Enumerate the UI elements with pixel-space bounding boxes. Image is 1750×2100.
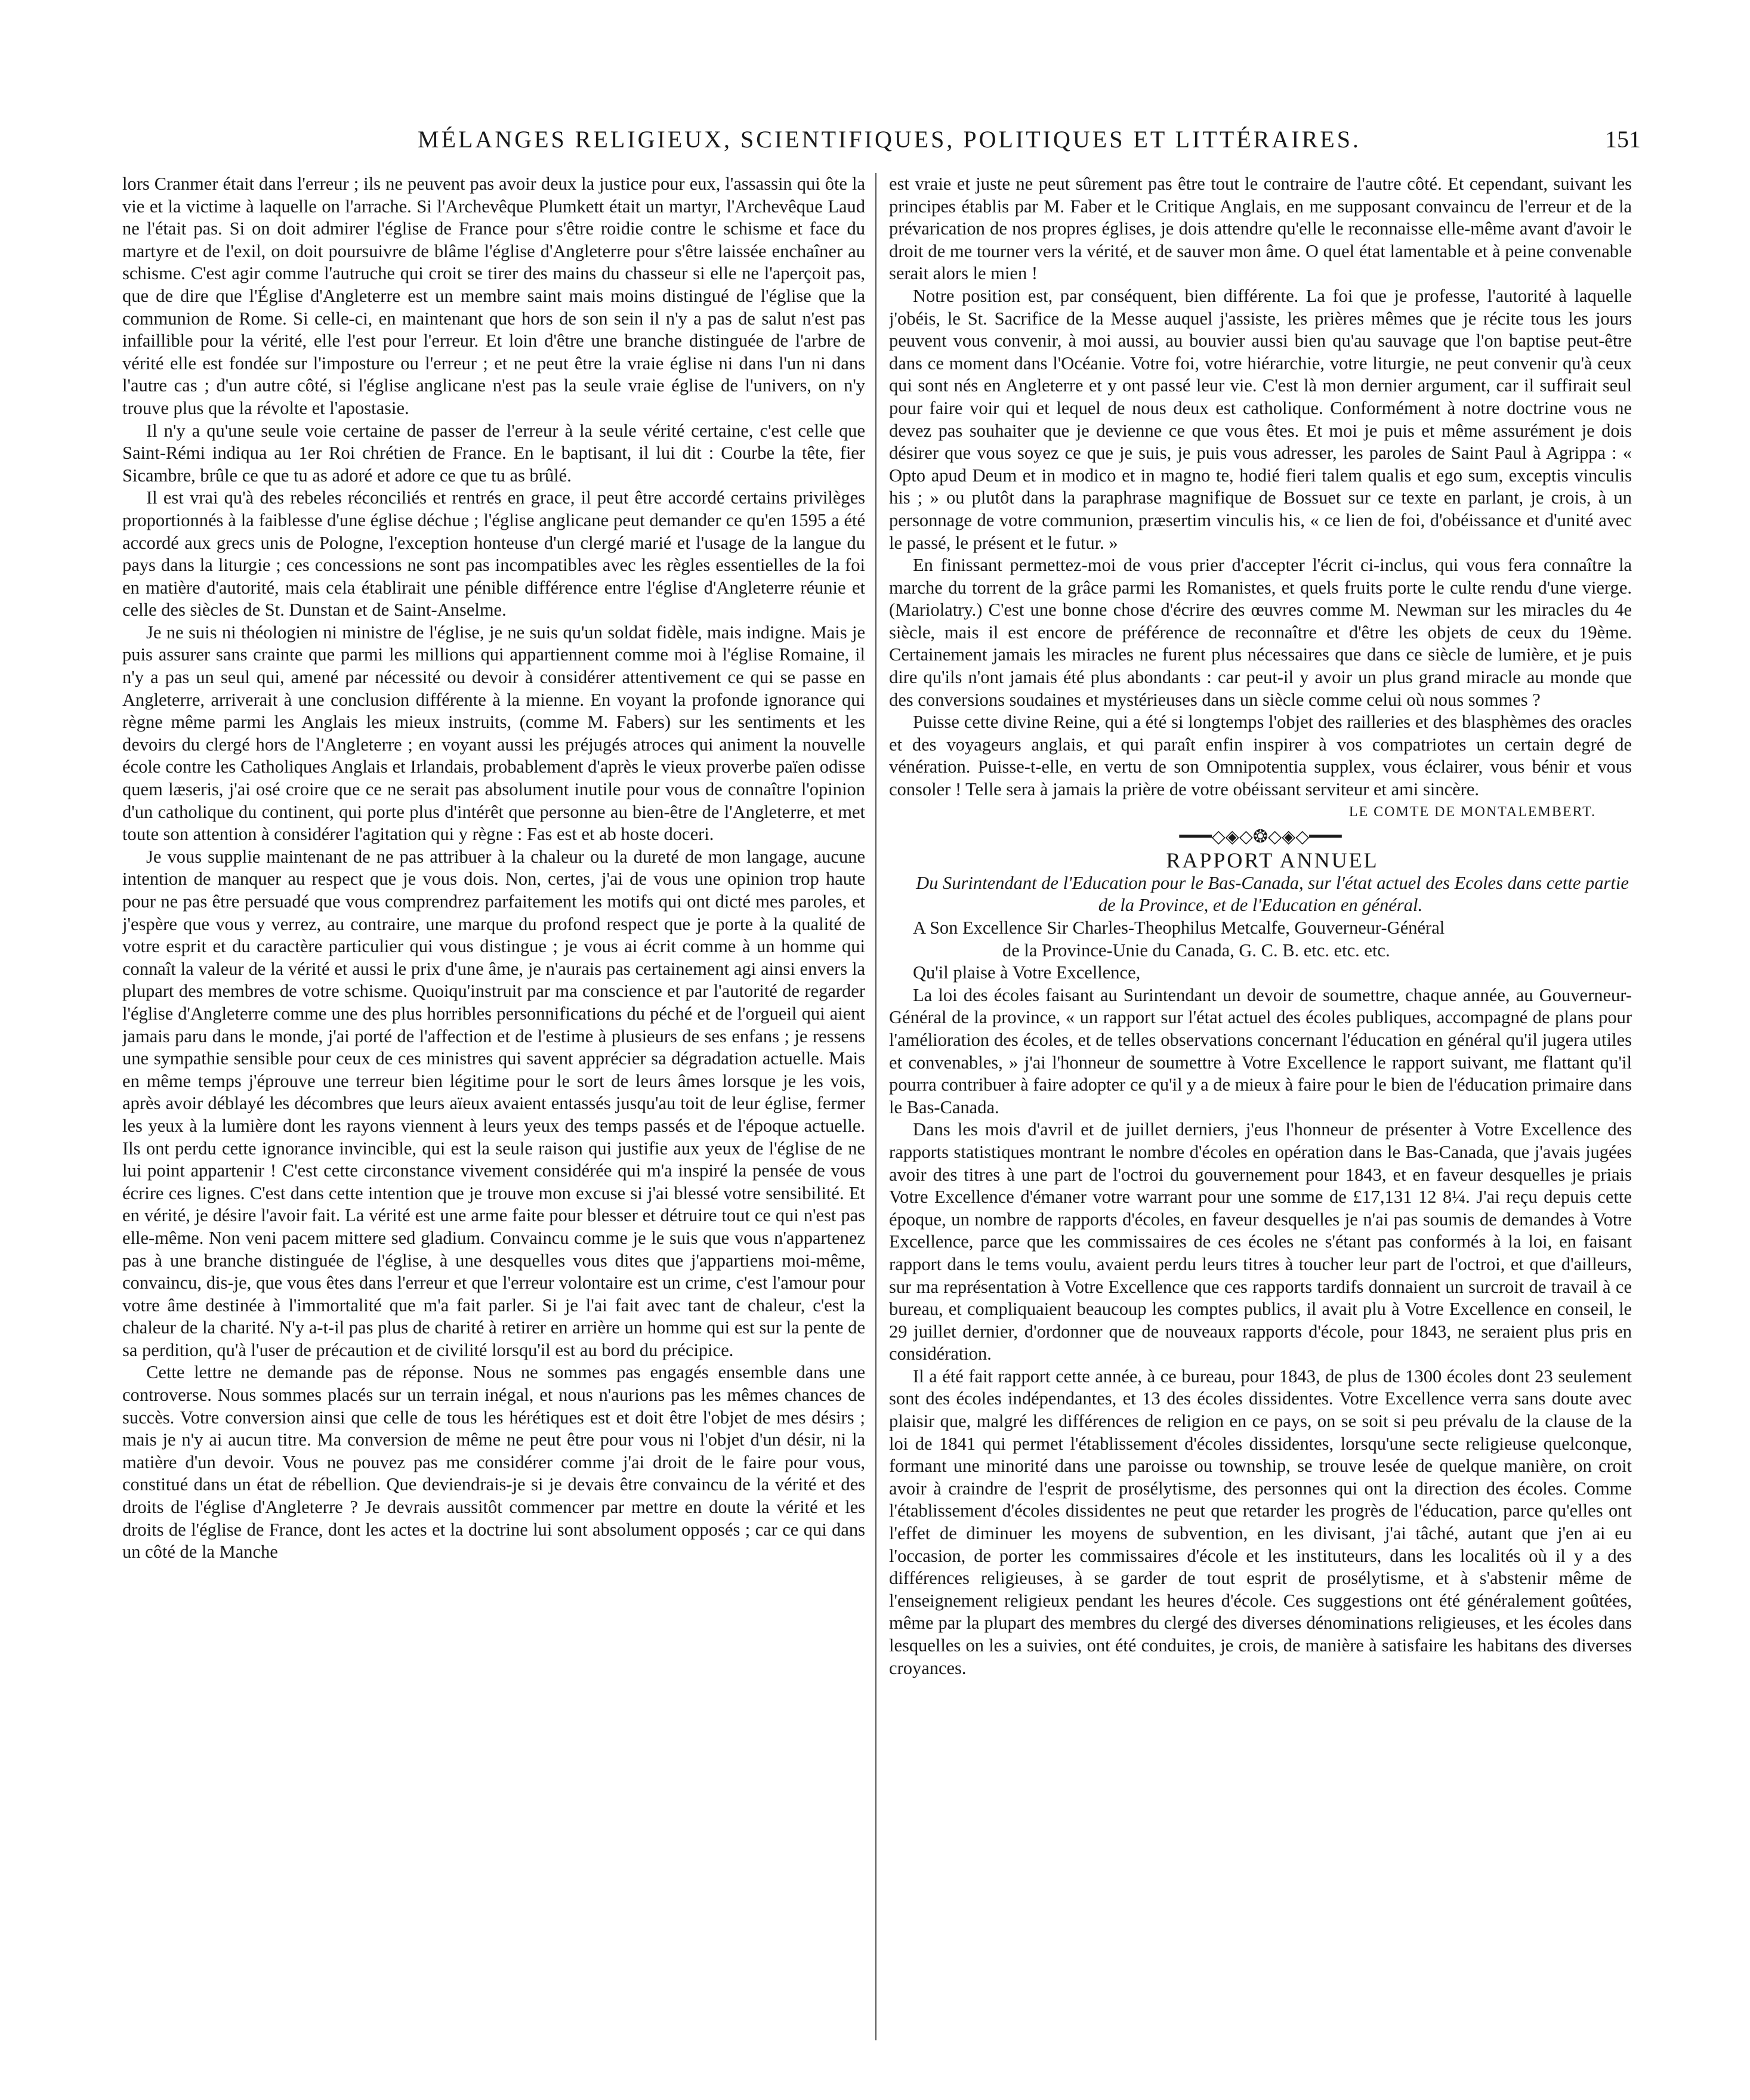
right-paragraph-2: Notre position est, par conséquent, bien différente. La foi que je professe, l'autorité à laquelle j'obéis, le St. Sacrifice de la Messe auquel j'assiste, les prières mêmes que je récite tous les jours peuvent vous convenir, à moi aussi, au bouvier aussi bien qu'au sauvage que l'on baptise peut-être dans ce moment dans l'Océanie. Votre foi, votre hiérarchie, votre liturgie, ne peut convenir qu'à ceux qui sont nés en Angleterre et y ont passé leur vie. C'est là mon dernier argument, car il suffirait seul pour faire voir qui et lequel de nous deux est catholique. Conformément à notre doctrine vous ne devez pas souhaiter que je devienne ce que vous êtes. Et moi je puis et même assurément je dois désirer que vous soyez ce que je suis, je puis vous adresser, les paroles de Saint Paul à Agrippa : « Opto apud Deum et in modico et in magno te, hodié fieri talem qualis et ego sum, exceptis vinculis his ; » ou plutôt dans la paraphrase magnifique de Bossuet sur ce texte en parlant, je crois, à un personnage de votre communion, præsertim vinculis his, « ce lien de foi, d'obéissance et d'unité avec le passé, le présent et le futur. » xyxy=(889,285,1632,553)
report-address-line-2: de la Province-Unie du Canada, G. C. B. etc. etc. etc. xyxy=(1002,940,1390,961)
report-subtitle: Du Surintendant de l'Education pour le Bas-Canada, sur l'état actuel des Ecoles dans cette partie de la Province, et de l'Education en général. xyxy=(916,872,1629,916)
report-address-line-1: A Son Excellence Sir Charles-Theophilus Metcalfe, Gouverneur-Général xyxy=(913,918,1445,938)
left-paragraph-1: lors Cranmer était dans l'erreur ; ils ne peuvent pas avoir deux la justice pour eux, l'assassin qui ôte la vie et la victime à laquelle on l'arrache. Si l'Archevêque Plumkett était un martyr, l'Archevêque Laud ne l'était pas. Si on doit admirer l'église de France pour s'être roidie contre le schisme et face du martyre et de l'exil, on doit poursuivre de blâme l'église d'Angleterre pour s'être laissée enchaîner au schisme. C'est agir comme l'autruche qui croit se tirer des mains du chasseur si elle ne l'aperçoit pas, que de dire que l'Église d'Angleterre est un membre saint mais moins distingué de l'église que la communion de Rome. Si celle-ci, en maintenant que hors de son sein il n'y a pas de salut n'est pas infaillible pour la vérité, elle l'est pour l'erreur. Et loin d'être une branche distinguée de l'arbre de vérité elle est fondée sur l'imposture ou l'erreur ; et ne peut être la vraie église ni dans l'un ni dans l'autre cas ; d'un autre côté, si l'église anglicane n'est pas la seule vraie église de l'univers, on n'y trouve plus que la révolte et l'apostasie. xyxy=(122,174,865,418)
report-title: RAPPORT ANNUEL xyxy=(1166,848,1379,872)
page-title: MÉLANGES RELIGIEUX, SCIENTIFIQUES, POLITIQUES ET LITTÉRAIRES. xyxy=(418,126,1361,153)
ornament-divider-icon: ━━━◇◈◇❂◇◈◇━━━ xyxy=(1179,827,1342,847)
signature: LE COMTE DE MONTALEMBERT. xyxy=(1348,804,1596,820)
left-paragraph-2: Il n'y a qu'une seule voie certaine de passer de l'erreur à la seule vérité certaine, c'est celle que Saint-Rémi indiqua au 1er Roi chrétien de France. En le baptisant, il lui dit : Courbe la tête, fier Sicambre, brûle ce que tu as adoré et adore ce que tu as brûlé. xyxy=(122,420,865,486)
report-paragraph-3: Il a été fait rapport cette année, à ce bureau, pour 1843, de plus de 1300 écoles dont 23 seulement sont des écoles indépendantes, et 13 des écoles dissidentes. Votre Excellence verra sans doute avec plaisir que, malgré les différences de religion en ce pays, on se soit si peu prévalu de la clause de la loi de 1841 qui permet l'établissement d'écoles dissidentes, lorsqu'une secte religieuse quelconque, formant une minorité dans une paroisse ou township, se trouve lesée de quelque manière, on croit avoir à craindre de l'esprit de prosélytisme, des personnes qui ont la direction des écoles. Comme l'établissement d'écoles dissidentes ne peut que retarder les progrès de l'éducation, parce qu'elles ont l'effet de diminuer les moyens de subvention, en les divisant, j'ai tâché, autant que j'en ai eu l'occasion, de porter les commissaires d'école et les instituteurs, dans les localités où il y a des différences religieuses, à se garder de tout esprit de prosélytisme, et à s'abstenir même de l'enseignement religieux pendant les heures d'école. Ces suggestions ont été généralement goûtées, même par la plupart des membres du clergé des diverses dénominations religieuses, et les écoles dans lesquelles on les a suivies, ont été conduites, je crois, de manière à satisfaire les habitans des diverses croyances. xyxy=(889,1366,1632,1678)
report-paragraph-2: Dans les mois d'avril et de juillet derniers, j'eus l'honneur de présenter à Votre Excellence des rapports statistiques montrant le nombre d'écoles en opération dans le Bas-Canada, que j'avais jugées avoir des titres à une part de l'octroi du gouvernement pour 1843, et en faveur desquelles je priais Votre Excellence d'émaner votre warrant pour une somme de £17,131 12 8¼. J'ai reçu depuis cette époque, un nombre de rapports d'écoles, en faveur desquelles je n'ai pas soumis de demandes à Votre Excellence, parce que les commissaires de ces écoles ne s'étant pas conformés à la loi, en faisant rapport dans le tems voulu, avaient perdu leurs titres à toucher leur part de l'octroi, et que d'ailleurs, sur ma représentation à Votre Excellence que ces rapports tardifs donnaient un surcroit de travail à ce bureau, et compliquaient beaucoup les comptes publics, il avait plu à Votre Excellence en conseil, le 29 juillet dernier, d'ordonner que de nouveaux rapports d'école, pour 1843, ne seraient plus pris en considération. xyxy=(889,1119,1632,1364)
right-paragraph-3: En finissant permettez-moi de vous prier d'accepter l'écrit ci-inclus, qui vous fera connaître la marche du torrent de la grâce parmi les Romanistes, et quels fruits porte le culte rendu d'une vierge. (Mariolatry.) C'est une bonne chose d'écrire des œuvres comme M. Newman sur les miracles du 4e siècle, mais il est encore de préférence de reconnaître et d'être les objets de ceux du 19ème. Certainement jamais les miracles ne furent plus nécessaires que dans ce siècle de lumière, et je puis dire qu'ils n'ont jamais été plus abondants : car peut-il y avoir un plus grand miracle au monde que des conversions soudaines et mystérieuses dans un siècle comme celui où nous sommes ? xyxy=(889,555,1632,710)
left-column xyxy=(122,173,865,2046)
report-paragraph-1: La loi des écoles faisant au Surintendant un devoir de soumettre, chaque année, au Gouverneur-Général de la province, « un rapport sur l'état actuel des écoles publiques, accompagné de plans pour l'amélioration des écoles, et de telles observations concernant l'éducation en général qu'il jugera utiles et convenables, » j'ai l'honneur de soumettre à Votre Excellence le rapport suivant, me flattant qu'il pourra contribuer à faire adopter ce qu'il y a de mieux à faire pour le bien de l'éducation primaire dans le Bas-Canada. xyxy=(889,984,1632,1117)
left-paragraph-4: Je ne suis ni théologien ni ministre de l'église, je ne suis qu'un soldat fidèle, mais indigne. Mais je puis assurer sans crainte que parmi les millions qui appartiennent comme moi à l'église Romaine, il n'y a pas un seul qui, amené par nécessité ou devoir à considérer attentivement ce qui se passe en Angleterre, arriverait à une conclusion différente à la mienne. En voyant la profonde ignorance qui règne même parmi les Anglais les mieux instruits, (comme M. Fabers) sur les sentiments et les devoirs du clergé hors de l'Angleterre ; en voyant aussi les préjugés atroces qui animent la nouvelle école contre les Catholiques Anglais et Irlandais, probablement d'après le vieux proverbe païen odisse quem læseris, j'ai osé croire que ce ne serait pas absolument inutile pour vous de connaître l'opinion d'un catholique du continent, qui porte plus d'intérêt que personne au bien-être de l'Angleterre, et met toute son attention à considérer l'agitation qui y règne : Fas est et ab hoste doceri. xyxy=(122,622,865,845)
left-paragraph-6: Cette lettre ne demande pas de réponse. Nous ne sommes pas engagés ensemble dans une controverse. Nous sommes placés sur un terrain inégal, et nous n'aurions pas les mêmes chances de succès. Votre conversion ainsi que celle de tous les hérétiques est et doit être l'objet de mes désirs ; mais je n'y ai aucun titre. Ma conversion de même ne peut être pour vous ni l'objet d'un désir, ni la matière d'un devoir. Vous ne pouvez pas me considérer comme j'ai droit de le faire pour vous, constitué dans un état de rébellion. Que deviendrais-je si je devais être convaincu de la vérité et des droits de l'église d'Angleterre ? Je devrais aussitôt commencer par mettre en doute la vérité et les droits de l'église de France, dont les actes et la doctrine lui sont absolument opposés ; car ce qui dans un côté de la Manche xyxy=(122,1362,865,1562)
right-column xyxy=(889,173,1632,2046)
column-divider xyxy=(875,173,876,2040)
article-columns xyxy=(122,173,1632,2046)
report-greeting: Qu'il plaise à Votre Excellence, xyxy=(913,962,1141,983)
left-paragraph-5: Je vous supplie maintenant de ne pas attribuer à la chaleur ou la dureté de mon langage, aucune intention de manquer au respect que je vous dois. Non, certes, j'ai de vous une opinion trop haute pour ne pas être persuadé que vous comprendrez parfaitement les motifs qui ont dicté mes paroles, et j'espère que vous y verrez, au contraire, une marque du profond respect que je porte à la qualité de votre esprit et du caractère particulier qui vous distingue ; je vous ai écrit comme à un homme qui connaît la valeur de la vérité et aussi le prix d'une âme, je n'aurais pas certainement agi ainsi envers la plupart des membres de votre schisme. Quoiqu'instruit par ma conscience et par l'autorité de regarder l'église d'Angleterre comme une des plus horribles personnifications du péché et de l'orgueil qui aient jamais paru dans le monde, j'ai porté de l'affection et de l'estime à plusieurs de ses enfans ; je ressens une sympathie sensible pour ceux de ces ministres qui savent apprécier sa dégradation actuelle. Mais en même temps j'éprouve une terreur bien légitime pour le sort de leurs âmes lorsque je les vois, après avoir déblayé les décombres que leurs aïeux avaient entassés jusqu'au toit de leur église, fermer les yeux à la lumière dont les rayons viennent à leurs yeux des temps passés et de l'époque actuelle. Ils ont perdu cette ignorance invincible, qui est la seule raison qui justifie aux yeux de l'église de ne lui point appartenir ! C'est cette circonstance vivement considérée qui m'a inspiré la pensée de vous écrire ces lignes. C'est dans cette intention que je trouve mon excuse si j'ai blessé votre sensibilité. Et en vérité, je désire l'avoir fait. La vérité est une arme faite pour blesser et détruire tout ce qui n'est pas elle-même. Non veni pacem mittere sed gladium. Convaincu comme je le suis que vous n'appartenez pas à une branche distinguée de l'église, à une desquelles vous dites que j'appartiens moi-même, convaincu, dis-je, que vous êtes dans l'erreur et que l'erreur volontaire est un crime, c'est l'amour pour votre âme destinée à l'immortalité que m'a fait parler. Si je l'ai fait avec tant de chaleur, c'est la chaleur de la charité. N'y a-t-il pas plus de charité à retirer en arrière un homme qui est sur la pente de sa perdition, qu'à l'user de précaution et de civilité lorsqu'il est au bord du précipice. xyxy=(122,846,865,1360)
page-number: 151 xyxy=(1605,126,1641,153)
right-paragraph-1: est vraie et juste ne peut sûrement pas être tout le contraire de l'autre côté. Et cependant, suivant les principes établis par M. Faber et le Critique Anglais, en me supposant convaincu de l'erreur et de la prévarication de nos propres églises, je dois attendre qu'elle le reconnaisse elle-même avant d'avoir le droit de me tourner vers la vérité, et de sauver mon âme. O quel état lamentable et à peine convenable serait alors le mien ! xyxy=(889,174,1632,284)
right-paragraph-4: Puisse cette divine Reine, qui a été si longtemps l'objet des railleries et des blasphèmes des oracles et des voyageurs anglais, et qui paraît enfin inspirer à vos compatriotes un certain degré de vénération. Puisse-t-elle, en vertu de son Omnipotentia supplex, vous éclairer, vous bénir et vous consoler ! Telle sera à jamais la prière de votre obéissant serviteur et ami sincère. xyxy=(889,712,1632,800)
page-header xyxy=(119,125,1641,161)
left-paragraph-3: Il est vrai qu'à des rebeles réconciliés et rentrés en grace, il peut être accordé certains privilèges proportionnés à la faiblesse d'une église déchue ; l'église anglicane peut demander ce qu'en 1595 a été accordé aux grecs unis de Pologne, l'exception honteuse d'un clergé marié et l'usage de la langue du pays dans la liturgie ; ces concessions ne sont pas incompatibles avec les règles essentielles de la foi en matière d'autorité, mais cela établirait une pénible différence entre l'église d'Angleterre réunie et celle des siècles de St. Dunstan et de Saint-Anselme. xyxy=(122,487,865,620)
